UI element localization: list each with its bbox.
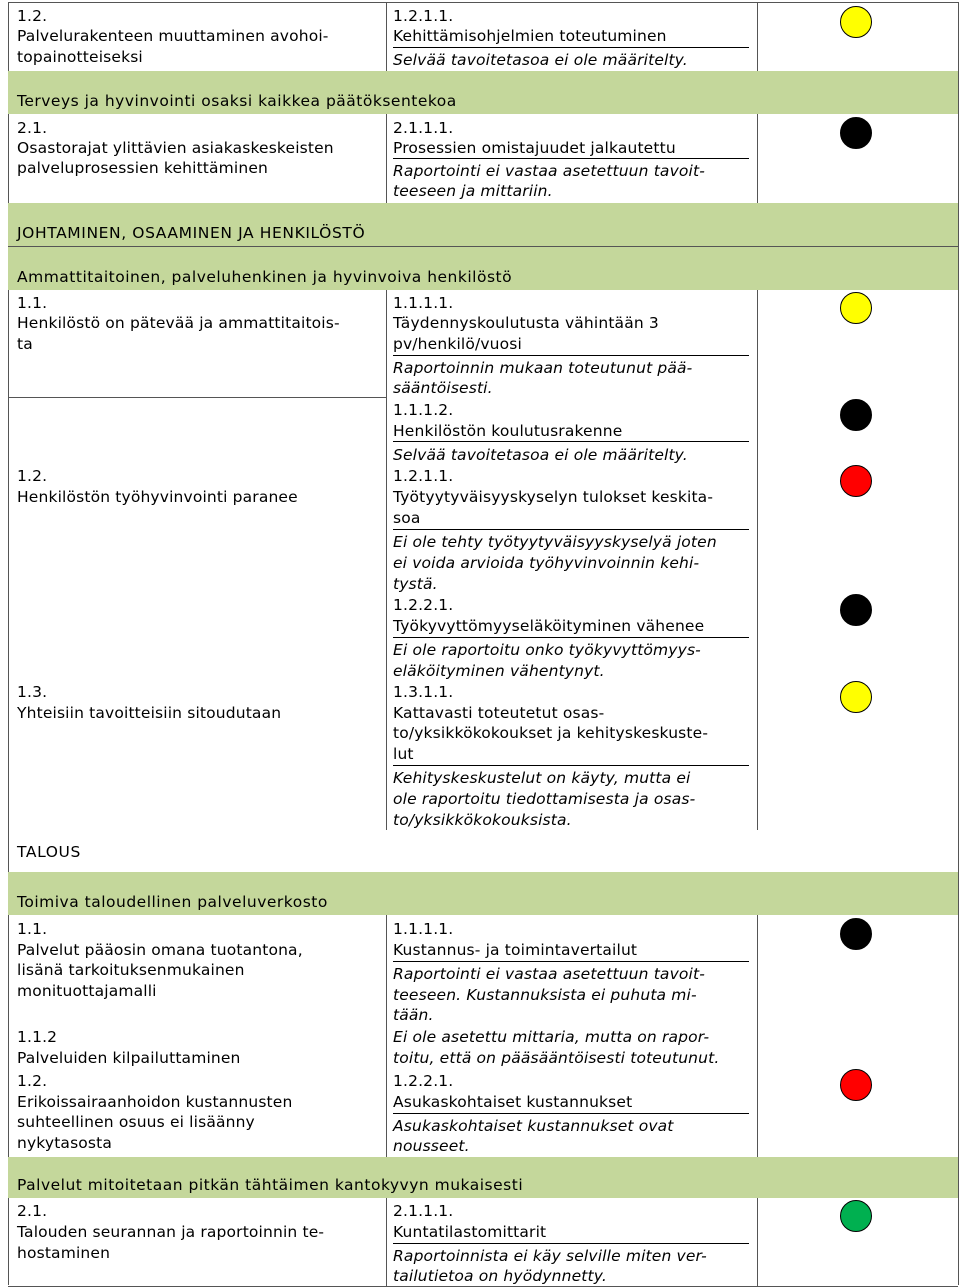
indicator-status: teeseen. Kustannuksista ei puhuta mi- xyxy=(393,986,697,1004)
indicator-title: to/yksikkökokoukset ja kehityskeskuste- xyxy=(393,724,709,742)
indicator-status: nousseet. xyxy=(393,1137,470,1155)
goal-title: Osastorajat ylittävien asiakaskeskeisten xyxy=(17,139,334,157)
indicator-title: Kuntatilastomittarit xyxy=(393,1223,547,1241)
traffic-light-black-icon xyxy=(840,399,872,431)
traffic-light-red-icon xyxy=(840,1069,872,1101)
indicator-underline xyxy=(393,961,749,962)
indicator-underline xyxy=(393,529,749,530)
indicator-number: 2.1.1.1. xyxy=(393,1202,454,1220)
indicator-underline xyxy=(393,47,749,48)
section-band xyxy=(8,71,958,114)
indicator-status: to/yksikkökokouksista. xyxy=(393,811,572,829)
indicator-status: Asukaskohtaiset kustannukset ovat xyxy=(393,1117,674,1135)
goal-number: 1.3. xyxy=(17,683,48,701)
indicator-status: Raportointi ei vastaa asetettuun tavoit- xyxy=(393,965,705,983)
goal-title: suhteellinen osuus ei lisäänny xyxy=(17,1113,255,1131)
indicator-status: ei voida arvioida työhyvinvoinnin kehi- xyxy=(393,554,700,572)
column-divider xyxy=(386,114,387,203)
indicator-title: Työtyytyväisyyskyselyn tulokset keskita- xyxy=(393,488,714,506)
traffic-light-yellow-icon xyxy=(840,292,872,324)
indicator-number: 1.3.1.1. xyxy=(393,683,454,701)
indicator-underline xyxy=(393,765,749,766)
indicator-status: Raportointi ei vastaa asetettuun tavoit- xyxy=(393,162,705,180)
indicator-status: teeseen ja mittariin. xyxy=(393,182,553,200)
indicator-title: lut xyxy=(393,745,414,763)
indicator-title: Henkilöstön koulutusrakenne xyxy=(393,422,623,440)
goal-number: 2.1. xyxy=(17,1202,48,1220)
indicator-title: Työkyvyttömyyseläköityminen vähenee xyxy=(393,617,705,635)
indicator-underline xyxy=(393,1243,749,1244)
indicator-status: tään. xyxy=(393,1006,434,1024)
indicator-title: Täydennyskoulutusta vähintään 3 xyxy=(393,314,659,332)
indicator-title: soa xyxy=(393,509,421,527)
goal-number: 1.1.2 xyxy=(17,1028,58,1046)
traffic-light-black-icon xyxy=(840,117,872,149)
indicator-underline xyxy=(393,441,749,442)
goal-title: lisänä tarkoituksenmukainen xyxy=(17,961,245,979)
column-divider xyxy=(757,2,758,71)
indicator-number: 1.1.1.1. xyxy=(393,920,454,938)
goal-title: Talouden seurannan ja raportoinnin te- xyxy=(17,1223,325,1241)
section-band xyxy=(8,872,958,915)
indicator-number: 1.2.1.1. xyxy=(393,467,454,485)
indicator-number: 1.1.1.1. xyxy=(393,294,454,312)
section-heading: JOHTAMINEN, OSAAMINEN JA HENKILÖSTÖ xyxy=(17,224,366,242)
goal-title: nykytasosta xyxy=(17,1134,113,1152)
goal-title: topainotteiseksi xyxy=(17,48,143,66)
column-divider xyxy=(757,290,758,830)
traffic-light-black-icon xyxy=(840,594,872,626)
traffic-light-yellow-icon xyxy=(840,6,872,38)
column-divider xyxy=(757,114,758,203)
indicator-underline xyxy=(393,355,749,356)
goal-title: Henkilöstö on pätevää ja ammattitaitois- xyxy=(17,314,340,332)
table-border xyxy=(958,2,959,1285)
section-heading-band xyxy=(8,203,958,246)
column-divider xyxy=(757,915,758,1157)
indicator-title: Kattavasti toteutetut osas- xyxy=(393,704,605,722)
goal-number: 1.2. xyxy=(17,7,48,25)
column-divider xyxy=(386,915,387,1157)
indicator-status: Raportoinnin mukaan toteutunut pää- xyxy=(393,359,693,377)
indicator-title: Kustannus- ja toimintavertailut xyxy=(393,941,638,959)
indicator-status: tystä. xyxy=(393,575,438,593)
indicator-status: Ei ole raportoitu onko työkyvyttömyys- xyxy=(393,641,701,659)
indicator-status: toitu, että on pääsääntöisesti toteutunut. xyxy=(393,1049,720,1067)
goal-title: palveluprosessien kehittäminen xyxy=(17,159,269,177)
goal-title: Palvelurakenteen muuttaminen avohoi- xyxy=(17,27,329,45)
indicator-title: Prosessien omistajuudet jalkautettu xyxy=(393,139,676,157)
column-divider xyxy=(386,1198,387,1287)
indicator-status: Ei ole asetettu mittaria, mutta on rapor- xyxy=(393,1028,710,1046)
goal-title: Yhteisiin tavoitteisiin sitoudutaan xyxy=(17,704,282,722)
indicator-status: sääntöisesti. xyxy=(393,379,493,397)
indicator-status: Selvää tavoitetasoa ei ole määritelty. xyxy=(393,51,688,69)
column-divider xyxy=(386,2,387,71)
table-border xyxy=(8,2,9,1285)
section-band-title: Palvelut mitoitetaan pitkän tähtäimen kantokyvyn mukaisesti xyxy=(17,1176,524,1194)
traffic-light-black-icon xyxy=(840,918,872,950)
section-band-title: Terveys ja hyvinvointi osaksi kaikkea päätöksentekoa xyxy=(17,92,457,110)
goal-title: monituottajamalli xyxy=(17,982,157,1000)
goal-number: 1.2. xyxy=(17,467,48,485)
indicator-underline xyxy=(393,637,749,638)
row-divider xyxy=(8,397,386,398)
section-band xyxy=(8,247,958,290)
indicator-status: Ei ole tehty työtyytyväisyyskyselyä joten xyxy=(393,533,717,551)
goal-title: Palveluiden kilpailuttaminen xyxy=(17,1049,241,1067)
indicator-number: 1.1.1.2. xyxy=(393,401,454,419)
indicator-status: tailutietoa on hyödynnetty. xyxy=(393,1267,607,1285)
goal-number: 1.2. xyxy=(17,1072,48,1090)
section-band-title: Toimiva taloudellinen palveluverkosto xyxy=(17,893,328,911)
traffic-light-red-icon xyxy=(840,465,872,497)
indicator-number: 1.2.2.1. xyxy=(393,596,454,614)
indicator-title: Asukaskohtaiset kustannukset xyxy=(393,1093,633,1111)
column-divider xyxy=(386,290,387,830)
goal-number: 1.1. xyxy=(17,294,48,312)
traffic-light-yellow-icon xyxy=(840,681,872,713)
section-band xyxy=(8,1157,958,1198)
indicator-number: 1.2.1.1. xyxy=(393,7,454,25)
indicator-status: ole raportoitu tiedottamisesta ja osas- xyxy=(393,790,696,808)
goal-number: 2.1. xyxy=(17,119,48,137)
indicator-status: eläköityminen vähentynyt. xyxy=(393,662,605,680)
indicator-underline xyxy=(393,1113,749,1114)
goal-title: Palvelut pääosin omana tuotantona, xyxy=(17,941,303,959)
goal-title: Erikoissairaanhoidon kustannusten xyxy=(17,1093,293,1111)
goal-number: 1.1. xyxy=(17,920,48,938)
indicator-number: 2.1.1.1. xyxy=(393,119,454,137)
indicator-title: pv/henkilö/vuosi xyxy=(393,335,522,353)
indicator-underline xyxy=(393,158,749,159)
goal-title: ta xyxy=(17,335,33,353)
indicator-status: Selvää tavoitetasoa ei ole määritelty. xyxy=(393,446,688,464)
indicator-status: Raportoinnista ei käy selville miten ver- xyxy=(393,1247,707,1265)
indicator-title: Kehittämisohjelmien toteutuminen xyxy=(393,27,667,45)
section-band-title: Ammattitaitoinen, palveluhenkinen ja hyvinvoiva henkilöstö xyxy=(17,268,513,286)
table-border xyxy=(8,2,958,3)
indicator-status: Kehityskeskustelut on käyty, mutta ei xyxy=(393,769,691,787)
column-divider xyxy=(757,1198,758,1287)
goal-title: Henkilöstön työhyvinvointi paranee xyxy=(17,488,298,506)
indicator-number: 1.2.2.1. xyxy=(393,1072,454,1090)
section-heading: TALOUS xyxy=(17,843,81,861)
traffic-light-green-icon xyxy=(840,1200,872,1232)
goal-title: hostaminen xyxy=(17,1244,111,1262)
